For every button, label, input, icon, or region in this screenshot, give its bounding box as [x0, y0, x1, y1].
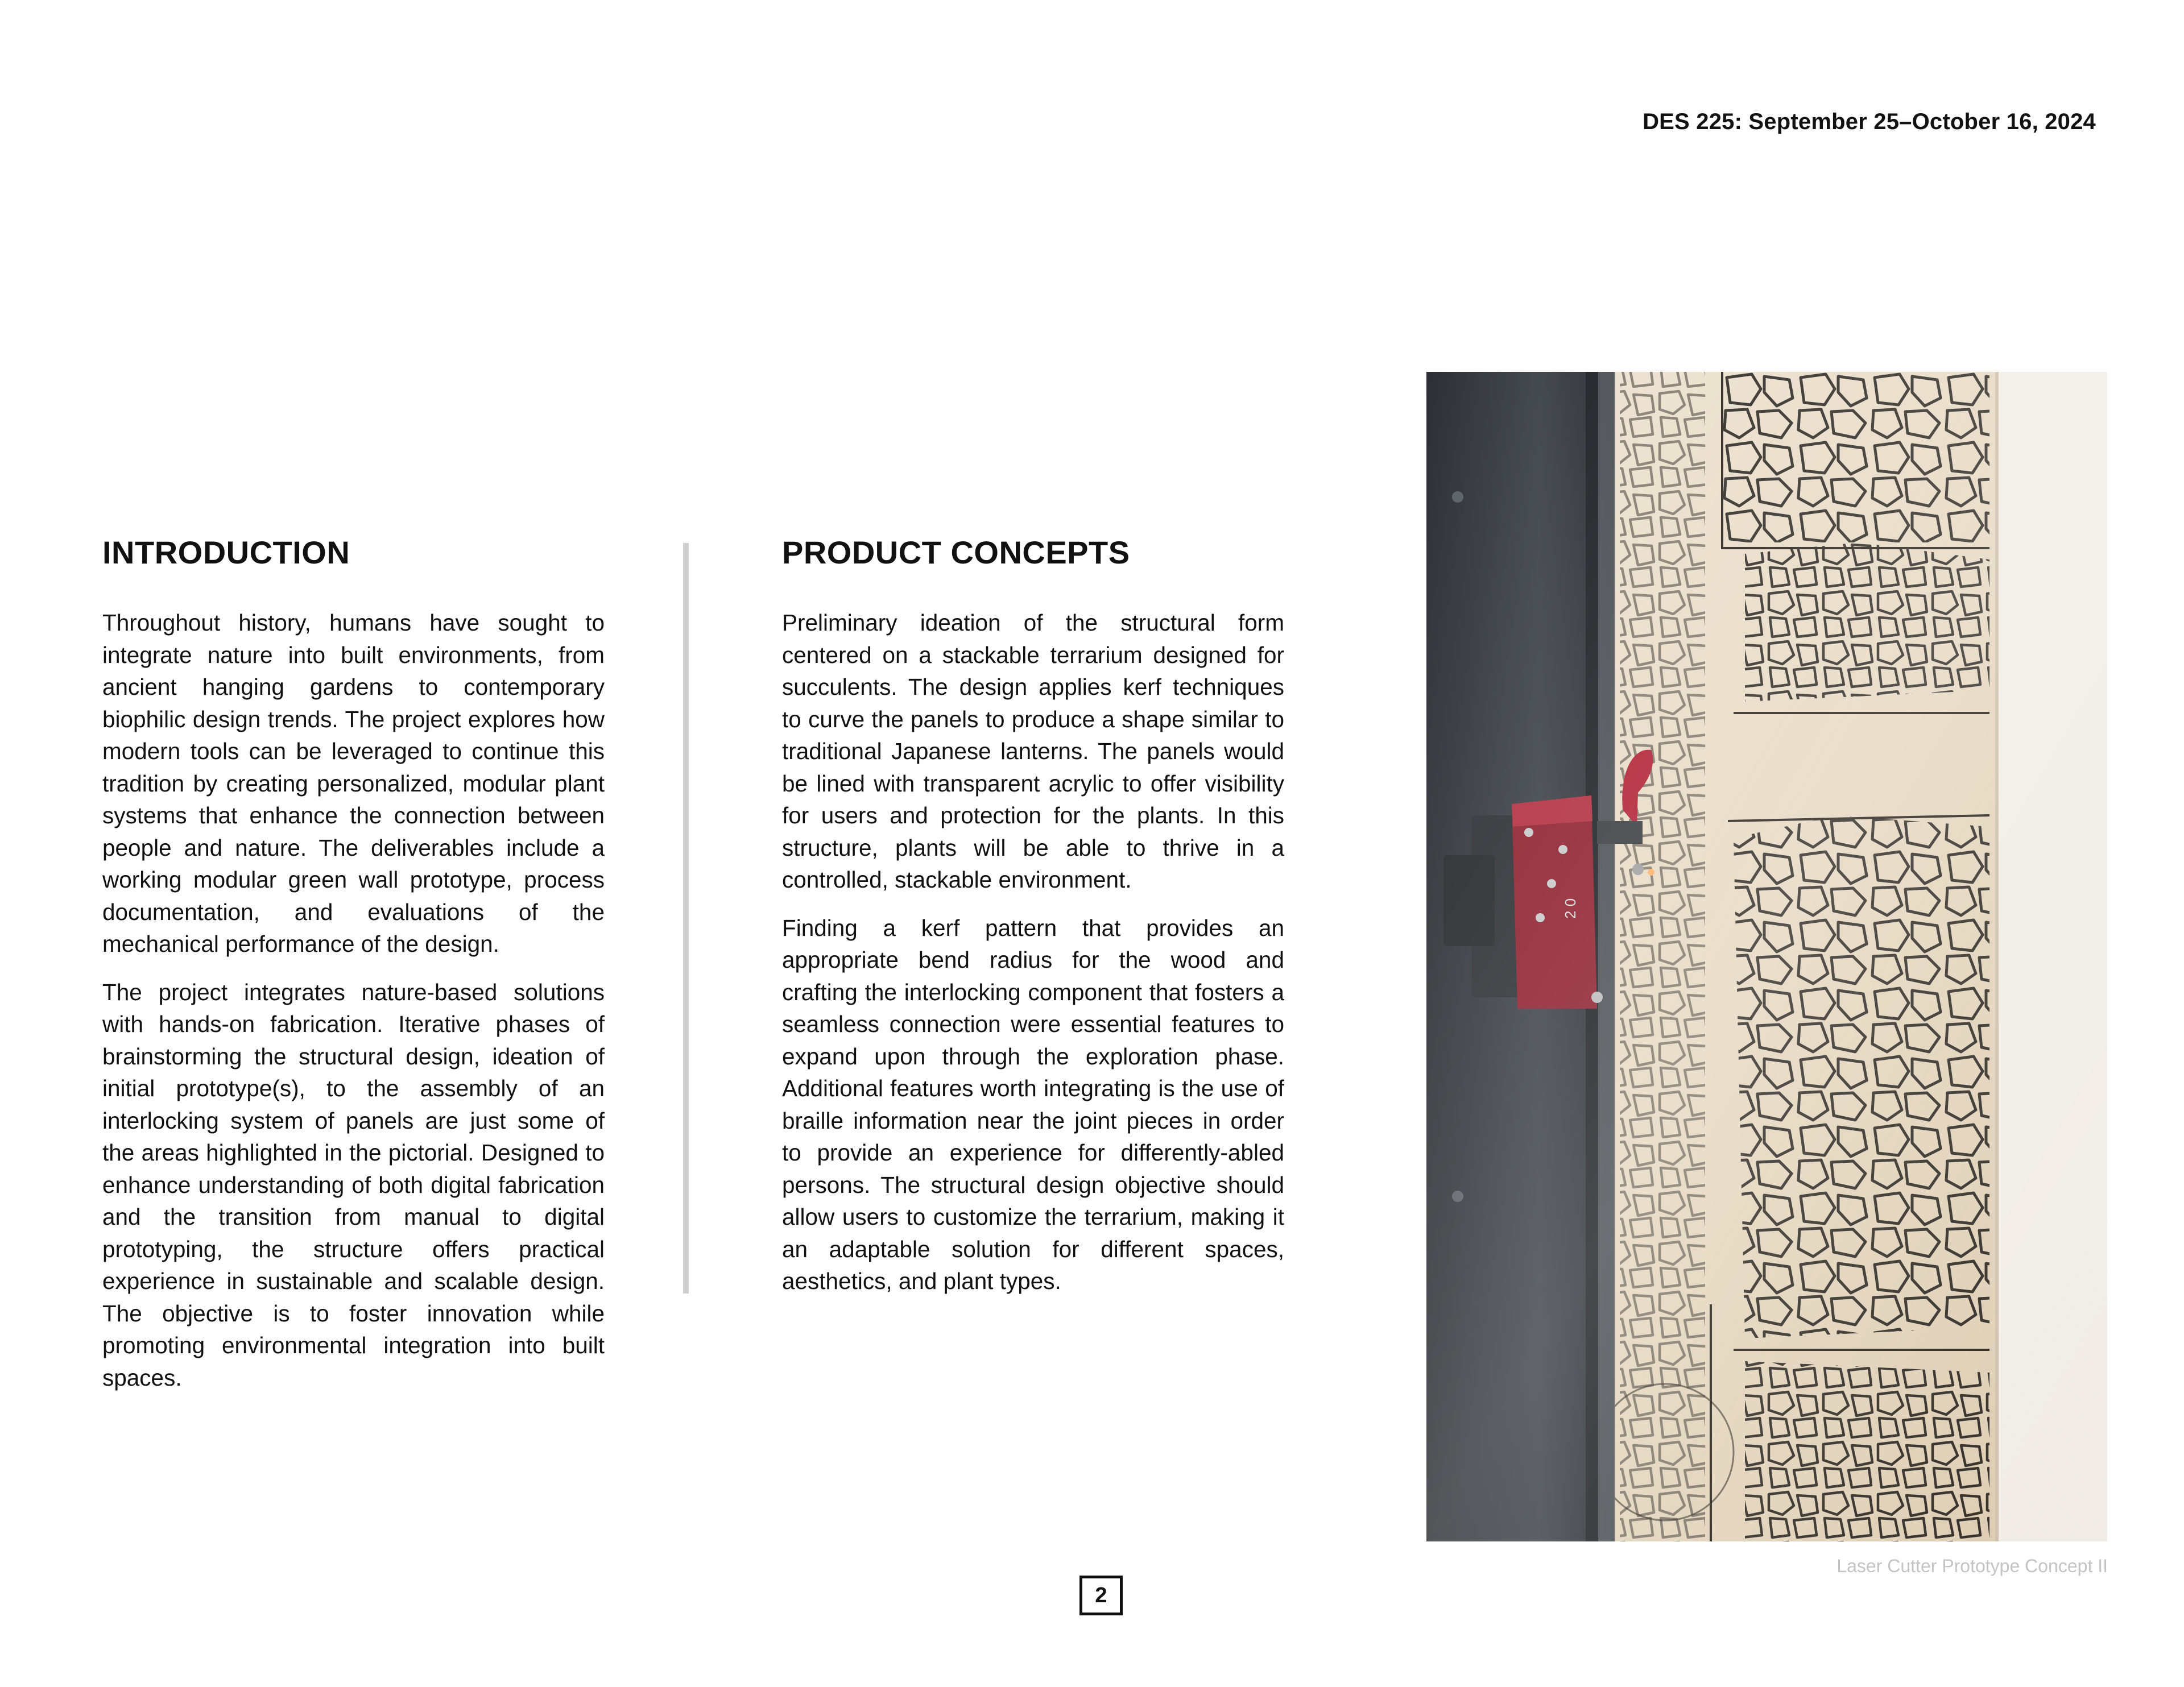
introduction-paragraph-1: Throughout history, humans have sought to integrate nature into built environments, from ancient hanging gardens to contemporary biophilic design trends. The project explores how modern tools can be leveraged to continue this tradition by creating personalized, modular plant systems that enhance the connection between people and nature. The deliverables include a working modular green wall prototype, process documentation, and evaluations of the mechanical performance of the design.: [102, 610, 605, 958]
figure-caption: Laser Cutter Prototype Concept II: [1836, 1556, 2108, 1576]
introduction-title: INTRODUCTION: [102, 534, 350, 570]
column-divider: [683, 543, 689, 1294]
course-dates-header: DES 225: September 25–October 16, 2024: [1643, 109, 2096, 134]
laser-cutter-photo: [1426, 372, 2107, 1541]
product-concepts-paragraph-2: Finding a kerf pattern that provides an appropriate bend radius for the wood and crafting the interlocking component that fosters a seamless connection were essential features to expand upon through the exploration phase. Additional features worth integrating is the use of braille information near the joint pieces in order to provide an experience for differently-abled persons. The structural design objective should allow users to customize the terrarium, making it an adaptable solution for different spaces, aesthetics, and plant types.: [782, 914, 1284, 1295]
introduction-section: [102, 534, 605, 1410]
product-concepts-title: PRODUCT CONCEPTS: [782, 534, 1130, 570]
product-concepts-section: [782, 534, 1284, 1313]
introduction-paragraph-2: The project integrates nature-based solutions with hands-on fabrication. Iterative phases of brainstorming the structural design, ideation of initial prototype(s), to the assembly of an interlocking system of panels are just some of the areas highlighted in the pictorial. Designed to enhance understanding of both digital fabrication and the transition from manual to digital prototyping, the structure offers practical experience in sustainable and scalable design. The objective is to foster innovation while promoting environmental integration into built spaces.: [102, 979, 605, 1391]
product-concepts-paragraph-1: Preliminary ideation of the structural form centered on a stackable terrarium designed for succulents. The design applies kerf techniques to curve the panels to produce a shape similar to traditional Japanese lanterns. The panels would be lined with transparent acrylic to offer visibility for users and protection for the plants. In this structure, plants will be able to thrive in a controlled, stackable environment.: [782, 610, 1284, 893]
page-number: 2: [1079, 1576, 1123, 1615]
